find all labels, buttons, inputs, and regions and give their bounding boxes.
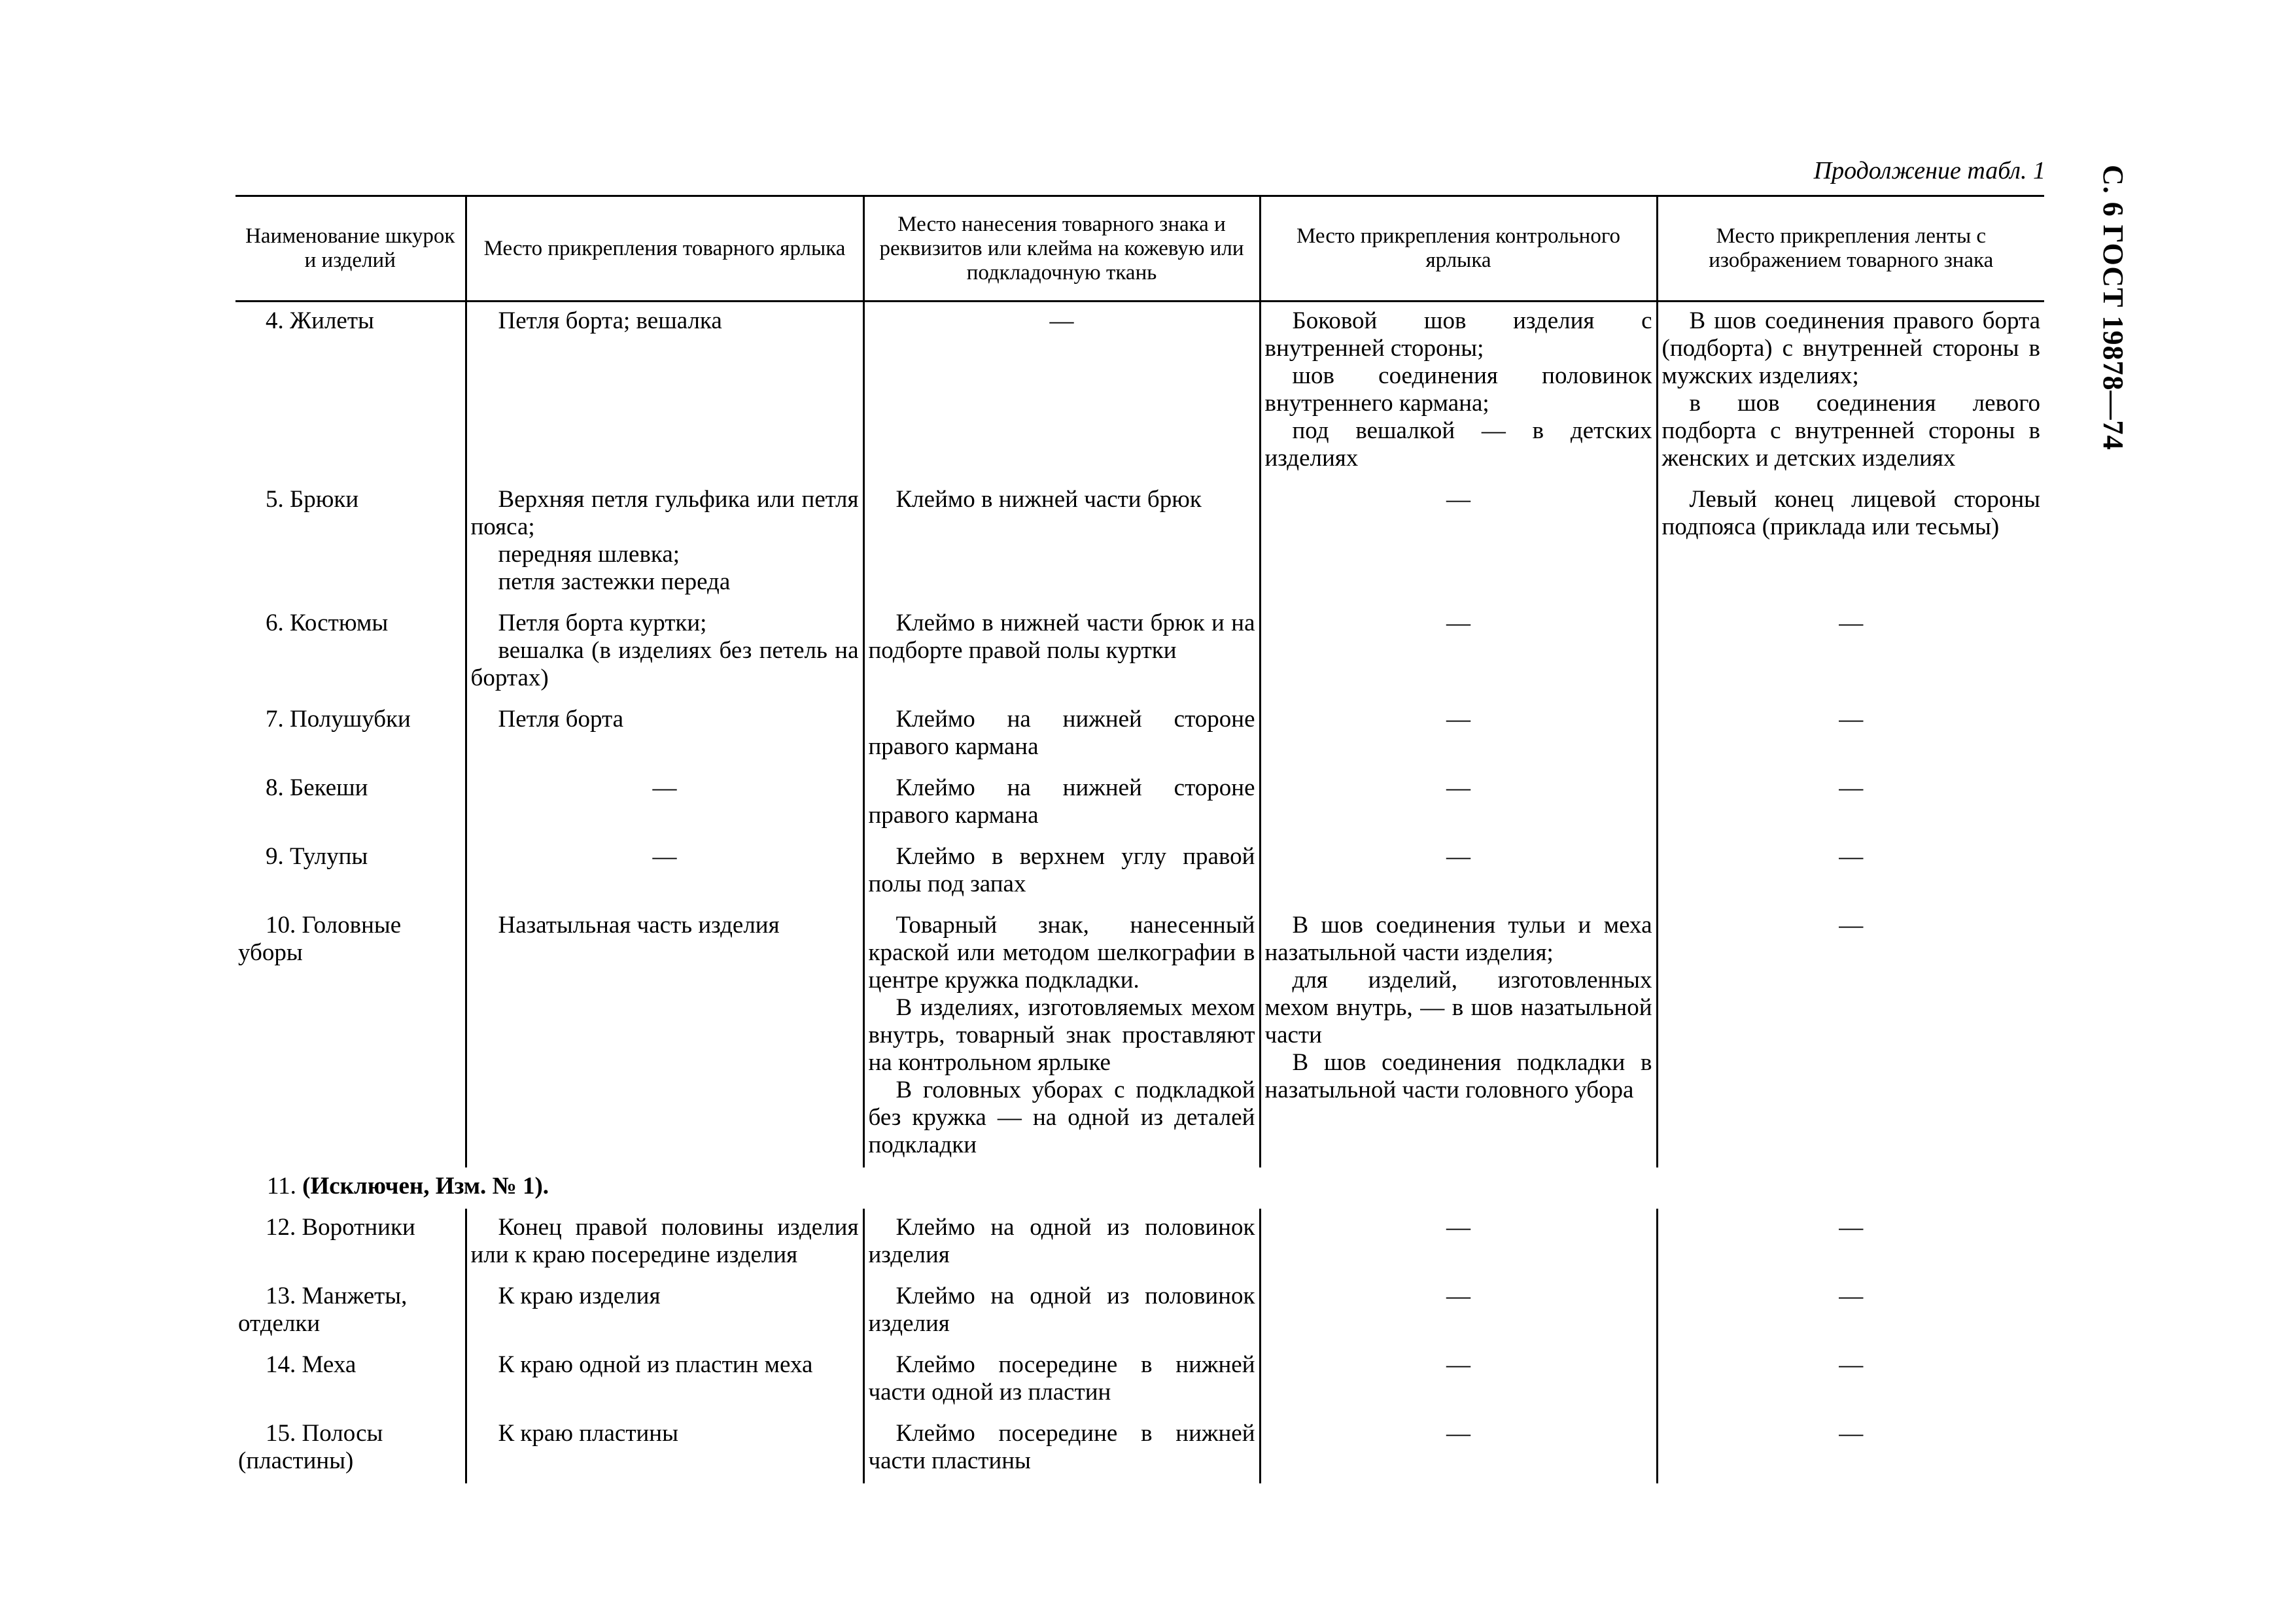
table-header-row bbox=[235, 196, 2044, 302]
tape-place-cell bbox=[1657, 302, 2044, 481]
empty-dash: — bbox=[1839, 1283, 1864, 1309]
cell-paragraph: Клеймо посередине в нижней части одной из пластин bbox=[868, 1351, 1255, 1406]
tape-place-cell bbox=[1657, 1415, 2044, 1483]
tape-place-cell bbox=[1657, 1346, 2044, 1415]
empty-dash: — bbox=[1839, 706, 1864, 733]
empty-dash: — bbox=[1839, 843, 1864, 870]
item-name: 10. Головные уборы bbox=[238, 912, 402, 966]
cell-paragraph: В шов соединения подкладки в назатыльной части головного убора bbox=[1264, 1049, 1652, 1103]
tape-place-cell bbox=[1657, 769, 2044, 838]
label-place-cell bbox=[466, 302, 863, 481]
table-row bbox=[235, 769, 2044, 838]
label-place-cell bbox=[466, 769, 863, 838]
label-place-cell bbox=[466, 481, 863, 604]
table-row bbox=[235, 907, 2044, 1167]
mark-place-cell bbox=[863, 1277, 1260, 1346]
cell-paragraph: Конец правой половины изделия или к краю посередине изделия bbox=[470, 1214, 859, 1268]
label-place-cell bbox=[466, 604, 863, 700]
item-name-cell bbox=[235, 1277, 466, 1346]
empty-dash: — bbox=[652, 843, 677, 870]
empty-dash: — bbox=[1446, 1283, 1470, 1309]
empty-dash: — bbox=[1446, 1420, 1470, 1447]
header-tape-place: Место прикрепления ленты с изображением товарного знака bbox=[1657, 196, 2044, 302]
mark-place-cell bbox=[863, 604, 1260, 700]
tape-place-cell bbox=[1657, 604, 2044, 700]
cell-paragraph: Назатыльная часть изделия bbox=[498, 912, 780, 939]
label-place-cell bbox=[466, 1415, 863, 1483]
label-place-cell bbox=[466, 1277, 863, 1346]
cell-paragraph: Петля борта; вешалка bbox=[498, 307, 722, 334]
control-label-cell bbox=[1260, 302, 1657, 481]
empty-dash: — bbox=[1446, 1214, 1470, 1241]
page-side-label: С. 6 ГОСТ 19878—74 bbox=[2097, 165, 2129, 451]
cell-paragraph: В изделиях, изготовляемых мехом внутрь, товарный знак проставляют на контрольном ярлыке bbox=[868, 994, 1255, 1076]
control-label-cell bbox=[1260, 1209, 1657, 1277]
control-label-cell bbox=[1260, 1277, 1657, 1346]
cell-paragraph: в шов соединения левого подборта с внутренней стороны в женских и детских изделиях bbox=[1661, 390, 2040, 472]
mark-place-cell bbox=[863, 1209, 1260, 1277]
excluded-number: 11. bbox=[267, 1173, 296, 1200]
mark-place-cell bbox=[863, 302, 1260, 481]
empty-dash: — bbox=[1049, 307, 1074, 334]
cell-paragraph: Товарный знак, нанесенный краской или методом шелкографии в центре кружка подкладки. bbox=[868, 912, 1255, 993]
cell-paragraph: шов соединения половинок внутреннего кармана; bbox=[1264, 362, 1652, 417]
header-mark-place: Место нанесения товарного знака и реквизитов или клейма на кожевую или подкладочную ткань bbox=[863, 196, 1260, 302]
empty-dash: — bbox=[652, 774, 677, 801]
table-body bbox=[235, 302, 2044, 1484]
item-name: 12. Воротники bbox=[266, 1214, 415, 1241]
marking-table bbox=[235, 195, 2044, 1483]
cell-paragraph: Верхняя петля гульфика или петля пояса; bbox=[470, 486, 859, 540]
control-label-cell bbox=[1260, 604, 1657, 700]
item-name: 9. Тулупы bbox=[266, 843, 368, 870]
item-name-cell bbox=[235, 1415, 466, 1483]
mark-place-cell bbox=[863, 907, 1260, 1167]
label-place-cell bbox=[466, 838, 863, 907]
item-name-cell bbox=[235, 838, 466, 907]
cell-paragraph: К краю изделия bbox=[498, 1283, 661, 1309]
empty-dash: — bbox=[1446, 843, 1470, 870]
control-label-cell bbox=[1260, 481, 1657, 604]
item-name-cell bbox=[235, 604, 466, 700]
item-name: 8. Бекеши bbox=[266, 774, 368, 801]
control-label-cell bbox=[1260, 700, 1657, 769]
cell-paragraph: Клеймо на нижней стороне правого кармана bbox=[868, 774, 1255, 829]
tape-place-cell bbox=[1657, 700, 2044, 769]
cell-paragraph: для изделий, изготовленных мехом внутрь, — в шов назатыльной части bbox=[1264, 967, 1652, 1048]
tape-place-cell bbox=[1657, 838, 2044, 907]
table-row bbox=[235, 302, 2044, 481]
mark-place-cell bbox=[863, 481, 1260, 604]
table-row bbox=[235, 604, 2044, 700]
empty-dash: — bbox=[1839, 1351, 1864, 1378]
cell-paragraph: К краю одной из пластин меха bbox=[498, 1351, 813, 1378]
header-control-label-place: Место прикрепления контрольного ярлыка bbox=[1260, 196, 1657, 302]
control-label-cell bbox=[1260, 907, 1657, 1167]
cell-paragraph: Клеймо в верхнем углу правой полы под запах bbox=[868, 843, 1255, 897]
empty-dash: — bbox=[1839, 774, 1864, 801]
cell-paragraph: В головных уборах с подкладкой без кружка — на одной из деталей подкладки bbox=[868, 1077, 1255, 1158]
item-name: 15. Полосы (пластины) bbox=[238, 1420, 383, 1474]
cell-paragraph: Петля борта bbox=[498, 706, 624, 733]
cell-paragraph: Клеймо в нижней части брюк и на подборте правой полы куртки bbox=[868, 610, 1255, 664]
table-row bbox=[235, 481, 2044, 604]
empty-dash: — bbox=[1839, 1420, 1864, 1447]
table-row bbox=[235, 1346, 2044, 1415]
item-name-cell bbox=[235, 700, 466, 769]
item-name: 14. Меха bbox=[266, 1351, 357, 1378]
item-name-cell bbox=[235, 1209, 466, 1277]
cell-paragraph: передняя шлевка; bbox=[498, 541, 680, 568]
empty-dash: — bbox=[1839, 610, 1864, 636]
table-row bbox=[235, 700, 2044, 769]
control-label-cell bbox=[1260, 838, 1657, 907]
cell-paragraph: вешалка (в изделиях без петель на бортах) bbox=[470, 637, 859, 691]
cell-paragraph: В шов соединения тульи и меха назатыльной части изделия; bbox=[1264, 912, 1652, 966]
empty-dash: — bbox=[1446, 774, 1470, 801]
cell-paragraph: Клеймо на нижней стороне правого кармана bbox=[868, 706, 1255, 760]
cell-paragraph: Левый конец лицевой стороны подпояса (приклада или тесьмы) bbox=[1661, 486, 2040, 540]
item-name-cell bbox=[235, 1346, 466, 1415]
table-row bbox=[235, 838, 2044, 907]
table-row bbox=[235, 1209, 2044, 1277]
label-place-cell bbox=[466, 907, 863, 1167]
mark-place-cell bbox=[863, 838, 1260, 907]
cell-paragraph: В шов соединения правого борта (подборта) с внутренней стороны в мужских изделиях; bbox=[1661, 307, 2040, 389]
cell-paragraph: петля застежки переда bbox=[498, 568, 731, 595]
mark-place-cell bbox=[863, 1415, 1260, 1483]
item-name-cell bbox=[235, 481, 466, 604]
mark-place-cell bbox=[863, 700, 1260, 769]
label-place-cell bbox=[466, 1346, 863, 1415]
table-row-excluded bbox=[235, 1167, 2044, 1209]
header-label-place: Место прикрепления товарного ярлыка bbox=[466, 196, 863, 302]
cell-paragraph: Петля борта куртки; bbox=[498, 610, 707, 636]
empty-dash: — bbox=[1446, 1351, 1470, 1378]
mark-place-cell bbox=[863, 769, 1260, 838]
cell-paragraph: К краю пластины bbox=[498, 1420, 678, 1447]
header-name: Наименование шкурок и изделий bbox=[235, 196, 466, 302]
tape-place-cell bbox=[1657, 1209, 2044, 1277]
item-name-cell bbox=[235, 769, 466, 838]
continuation-label: Продолжение табл. 1 bbox=[1813, 157, 2045, 184]
empty-dash: — bbox=[1446, 706, 1470, 733]
cell-paragraph: Клеймо посередине в нижней части пластины bbox=[868, 1420, 1255, 1474]
tape-place-cell bbox=[1657, 481, 2044, 604]
cell-paragraph: Боковой шов изделия с внутренней стороны; bbox=[1264, 307, 1652, 362]
empty-dash: — bbox=[1839, 1214, 1864, 1241]
empty-dash: — bbox=[1446, 486, 1470, 513]
item-name: 7. Полушубки bbox=[266, 706, 411, 733]
excluded-cell bbox=[235, 1167, 2044, 1209]
excluded-note: (Исключен, Изм. № 1). bbox=[302, 1173, 549, 1200]
label-place-cell bbox=[466, 1209, 863, 1277]
table-row bbox=[235, 1277, 2044, 1346]
label-place-cell bbox=[466, 700, 863, 769]
control-label-cell bbox=[1260, 1346, 1657, 1415]
item-name: 13. Манжеты, отделки bbox=[238, 1283, 408, 1337]
tape-place-cell bbox=[1657, 1277, 2044, 1346]
cell-paragraph: Клеймо на одной из половинок изделия bbox=[868, 1214, 1255, 1268]
item-name-cell bbox=[235, 907, 466, 1167]
item-name: 6. Костюмы bbox=[266, 610, 389, 636]
control-label-cell bbox=[1260, 769, 1657, 838]
item-name: 4. Жилеты bbox=[266, 307, 374, 334]
cell-paragraph: под вешалкой — в детских изделиях bbox=[1264, 417, 1652, 472]
item-name-cell bbox=[235, 302, 466, 481]
item-name: 5. Брюки bbox=[266, 486, 359, 513]
control-label-cell bbox=[1260, 1415, 1657, 1483]
cell-paragraph: Клеймо на одной из половинок изделия bbox=[868, 1283, 1255, 1337]
empty-dash: — bbox=[1839, 912, 1864, 939]
mark-place-cell bbox=[863, 1346, 1260, 1415]
table-row bbox=[235, 1415, 2044, 1483]
tape-place-cell bbox=[1657, 907, 2044, 1167]
empty-dash: — bbox=[1446, 610, 1470, 636]
cell-paragraph: Клеймо в нижней части брюк bbox=[896, 486, 1202, 513]
